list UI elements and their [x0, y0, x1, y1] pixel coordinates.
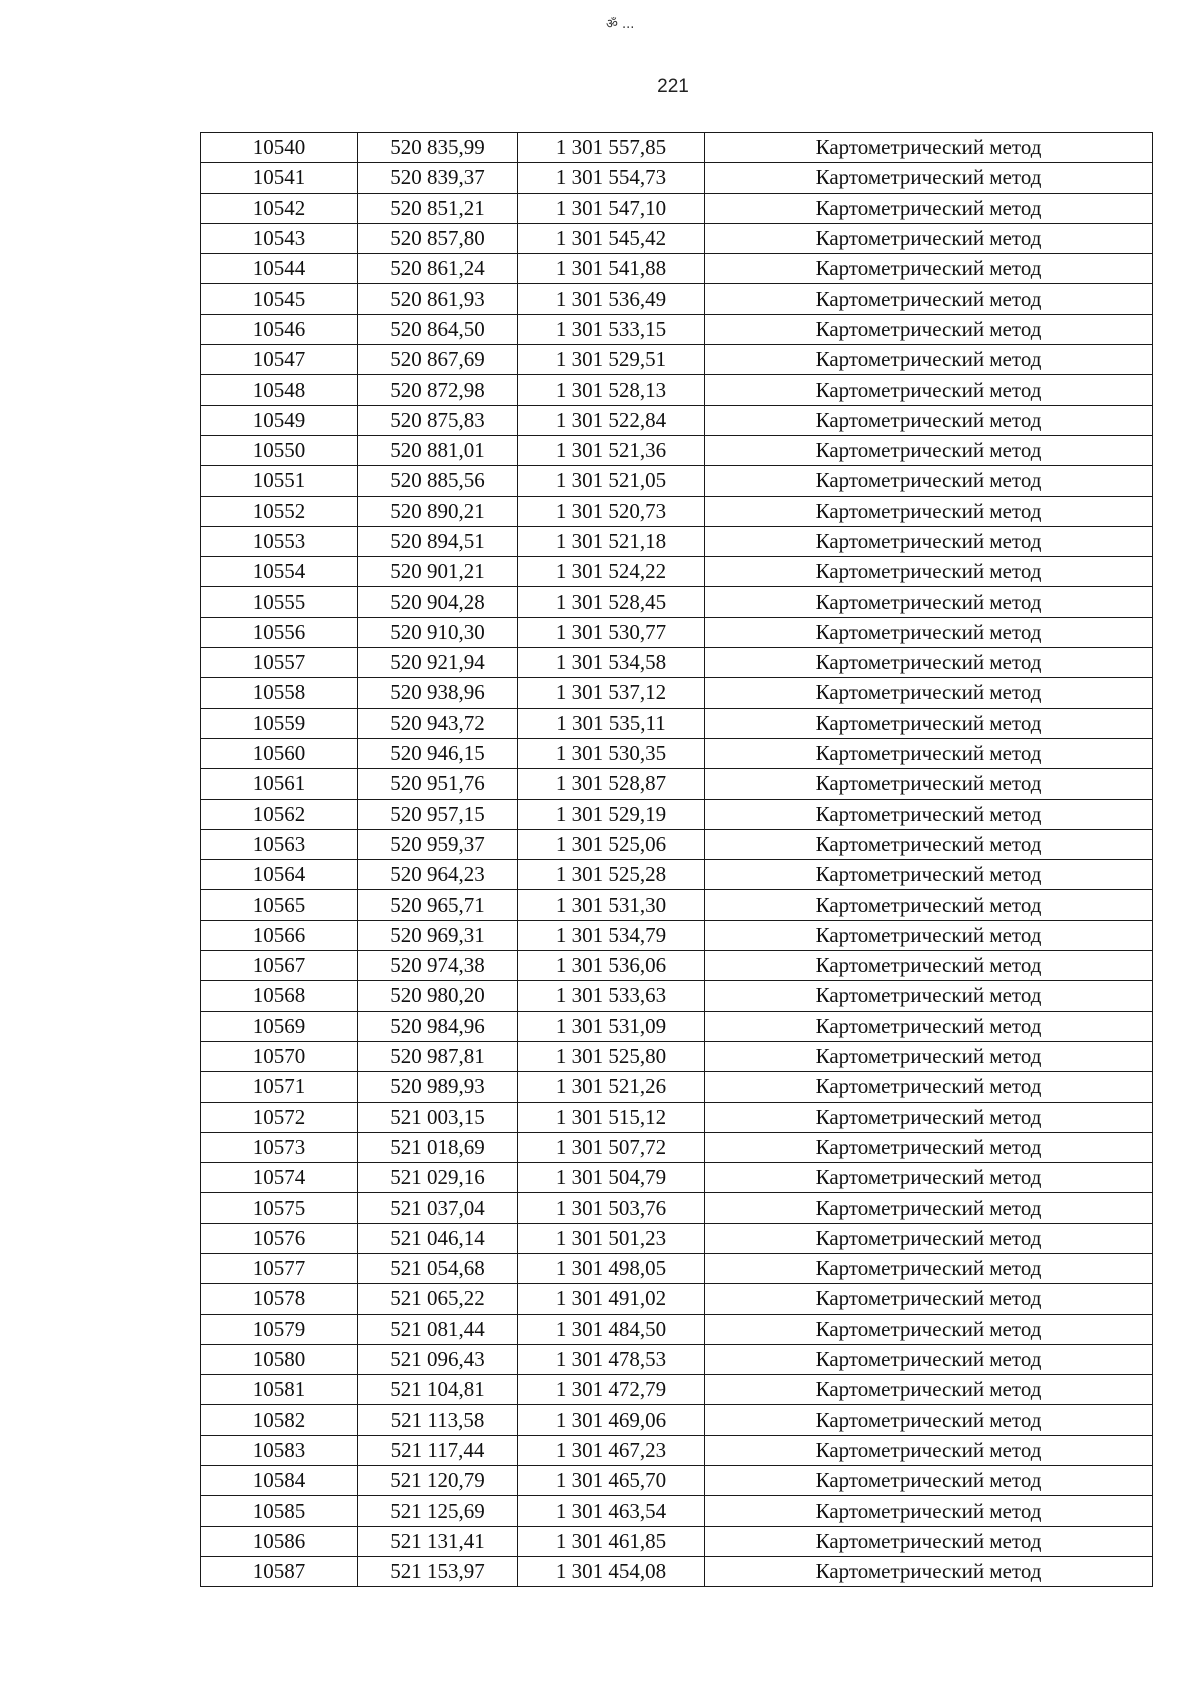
method-cell: Картометрический метод: [705, 1284, 1153, 1314]
method-cell: Картометрический метод: [705, 375, 1153, 405]
method-cell: Картометрический метод: [705, 920, 1153, 950]
point-number-cell: 10565: [201, 890, 358, 920]
y-coordinate-cell: 1 301 530,77: [518, 617, 705, 647]
point-number-cell: 10586: [201, 1526, 358, 1556]
point-number-cell: 10579: [201, 1314, 358, 1344]
table-row: [201, 981, 1153, 1011]
y-coordinate-cell: 1 301 529,51: [518, 345, 705, 375]
table-row: [201, 193, 1153, 223]
table-row: [201, 133, 1153, 163]
method-cell: Картометрический метод: [705, 1253, 1153, 1283]
point-number-cell: 10564: [201, 860, 358, 890]
point-number-cell: 10545: [201, 284, 358, 314]
scan-artifact-mark: ॐ ...: [606, 17, 635, 32]
point-number-cell: 10555: [201, 587, 358, 617]
x-coordinate-cell: 520 938,96: [358, 678, 518, 708]
table-row: [201, 1375, 1153, 1405]
table-row: [201, 1102, 1153, 1132]
table-row: [201, 496, 1153, 526]
y-coordinate-cell: 1 301 536,49: [518, 284, 705, 314]
y-coordinate-cell: 1 301 469,06: [518, 1405, 705, 1435]
y-coordinate-cell: 1 301 484,50: [518, 1314, 705, 1344]
x-coordinate-cell: 520 881,01: [358, 435, 518, 465]
point-number-cell: 10560: [201, 738, 358, 768]
table-row: [201, 1466, 1153, 1496]
point-number-cell: 10580: [201, 1344, 358, 1374]
y-coordinate-cell: 1 301 537,12: [518, 678, 705, 708]
y-coordinate-cell: 1 301 522,84: [518, 405, 705, 435]
method-cell: Картометрический метод: [705, 133, 1153, 163]
method-cell: Картометрический метод: [705, 1466, 1153, 1496]
y-coordinate-cell: 1 301 515,12: [518, 1102, 705, 1132]
y-coordinate-cell: 1 301 454,08: [518, 1556, 705, 1586]
method-cell: Картометрический метод: [705, 1526, 1153, 1556]
point-number-cell: 10559: [201, 708, 358, 738]
method-cell: Картометрический метод: [705, 1041, 1153, 1071]
point-number-cell: 10584: [201, 1466, 358, 1496]
coordinates-table-body: [201, 133, 1153, 1587]
x-coordinate-cell: 521 065,22: [358, 1284, 518, 1314]
x-coordinate-cell: 520 835,99: [358, 133, 518, 163]
point-number-cell: 10550: [201, 435, 358, 465]
method-cell: Картометрический метод: [705, 1011, 1153, 1041]
x-coordinate-cell: 521 037,04: [358, 1193, 518, 1223]
table-row: [201, 405, 1153, 435]
y-coordinate-cell: 1 301 531,30: [518, 890, 705, 920]
table-row: [201, 799, 1153, 829]
y-coordinate-cell: 1 301 521,26: [518, 1072, 705, 1102]
x-coordinate-cell: 521 054,68: [358, 1253, 518, 1283]
table-row: [201, 557, 1153, 587]
y-coordinate-cell: 1 301 498,05: [518, 1253, 705, 1283]
x-coordinate-cell: 521 104,81: [358, 1375, 518, 1405]
point-number-cell: 10585: [201, 1496, 358, 1526]
x-coordinate-cell: 520 910,30: [358, 617, 518, 647]
method-cell: Картометрический метод: [705, 193, 1153, 223]
table-row: [201, 829, 1153, 859]
y-coordinate-cell: 1 301 504,79: [518, 1163, 705, 1193]
method-cell: Картометрический метод: [705, 314, 1153, 344]
table-row: [201, 163, 1153, 193]
point-number-cell: 10581: [201, 1375, 358, 1405]
y-coordinate-cell: 1 301 530,35: [518, 738, 705, 768]
method-cell: Картометрический метод: [705, 1435, 1153, 1465]
method-cell: Картометрический метод: [705, 466, 1153, 496]
point-number-cell: 10574: [201, 1163, 358, 1193]
y-coordinate-cell: 1 301 521,36: [518, 435, 705, 465]
x-coordinate-cell: 520 974,38: [358, 951, 518, 981]
point-number-cell: 10541: [201, 163, 358, 193]
y-coordinate-cell: 1 301 472,79: [518, 1375, 705, 1405]
method-cell: Картометрический метод: [705, 526, 1153, 556]
x-coordinate-cell: 521 003,15: [358, 1102, 518, 1132]
x-coordinate-cell: 521 096,43: [358, 1344, 518, 1374]
y-coordinate-cell: 1 301 521,05: [518, 466, 705, 496]
point-number-cell: 10563: [201, 829, 358, 859]
point-number-cell: 10571: [201, 1072, 358, 1102]
point-number-cell: 10570: [201, 1041, 358, 1071]
point-number-cell: 10553: [201, 526, 358, 556]
table-row: [201, 1344, 1153, 1374]
x-coordinate-cell: 520 951,76: [358, 769, 518, 799]
x-coordinate-cell: 521 153,97: [358, 1556, 518, 1586]
y-coordinate-cell: 1 301 541,88: [518, 254, 705, 284]
table-row: [201, 951, 1153, 981]
point-number-cell: 10558: [201, 678, 358, 708]
x-coordinate-cell: 520 984,96: [358, 1011, 518, 1041]
point-number-cell: 10575: [201, 1193, 358, 1223]
table-row: [201, 314, 1153, 344]
point-number-cell: 10572: [201, 1102, 358, 1132]
x-coordinate-cell: 521 117,44: [358, 1435, 518, 1465]
method-cell: Картометрический метод: [705, 1132, 1153, 1162]
table-row: [201, 678, 1153, 708]
y-coordinate-cell: 1 301 536,06: [518, 951, 705, 981]
y-coordinate-cell: 1 301 491,02: [518, 1284, 705, 1314]
point-number-cell: 10540: [201, 133, 358, 163]
x-coordinate-cell: 521 125,69: [358, 1496, 518, 1526]
table-row: [201, 1284, 1153, 1314]
x-coordinate-cell: 520 864,50: [358, 314, 518, 344]
point-number-cell: 10583: [201, 1435, 358, 1465]
table-row: [201, 466, 1153, 496]
table-row: [201, 1405, 1153, 1435]
x-coordinate-cell: 520 901,21: [358, 557, 518, 587]
table-row: [201, 587, 1153, 617]
method-cell: Картометрический метод: [705, 617, 1153, 647]
point-number-cell: 10573: [201, 1132, 358, 1162]
x-coordinate-cell: 520 872,98: [358, 375, 518, 405]
method-cell: Картометрический метод: [705, 678, 1153, 708]
method-cell: Картометрический метод: [705, 769, 1153, 799]
x-coordinate-cell: 520 980,20: [358, 981, 518, 1011]
table-row: [201, 1072, 1153, 1102]
point-number-cell: 10587: [201, 1556, 358, 1586]
x-coordinate-cell: 520 921,94: [358, 648, 518, 678]
y-coordinate-cell: 1 301 535,11: [518, 708, 705, 738]
method-cell: Картометрический метод: [705, 435, 1153, 465]
method-cell: Картометрический метод: [705, 1344, 1153, 1374]
y-coordinate-cell: 1 301 525,28: [518, 860, 705, 890]
method-cell: Картометрический метод: [705, 1223, 1153, 1253]
y-coordinate-cell: 1 301 534,58: [518, 648, 705, 678]
method-cell: Картометрический метод: [705, 890, 1153, 920]
y-coordinate-cell: 1 301 525,06: [518, 829, 705, 859]
method-cell: Картометрический метод: [705, 951, 1153, 981]
x-coordinate-cell: 520 890,21: [358, 496, 518, 526]
table-row: [201, 1314, 1153, 1344]
y-coordinate-cell: 1 301 531,09: [518, 1011, 705, 1041]
y-coordinate-cell: 1 301 545,42: [518, 223, 705, 253]
y-coordinate-cell: 1 301 557,85: [518, 133, 705, 163]
point-number-cell: 10557: [201, 648, 358, 678]
y-coordinate-cell: 1 301 478,53: [518, 1344, 705, 1374]
table-row: [201, 284, 1153, 314]
x-coordinate-cell: 520 959,37: [358, 829, 518, 859]
point-number-cell: 10543: [201, 223, 358, 253]
x-coordinate-cell: 520 861,24: [358, 254, 518, 284]
table-row: [201, 1223, 1153, 1253]
x-coordinate-cell: 521 046,14: [358, 1223, 518, 1253]
method-cell: Картометрический метод: [705, 860, 1153, 890]
table-row: [201, 1253, 1153, 1283]
method-cell: Картометрический метод: [705, 1556, 1153, 1586]
table-row: [201, 526, 1153, 556]
page-number: 221: [657, 76, 689, 97]
y-coordinate-cell: 1 301 465,70: [518, 1466, 705, 1496]
table-row: [201, 435, 1153, 465]
y-coordinate-cell: 1 301 507,72: [518, 1132, 705, 1162]
x-coordinate-cell: 520 946,15: [358, 738, 518, 768]
y-coordinate-cell: 1 301 525,80: [518, 1041, 705, 1071]
x-coordinate-cell: 520 857,80: [358, 223, 518, 253]
table-row: [201, 890, 1153, 920]
method-cell: Картометрический метод: [705, 223, 1153, 253]
x-coordinate-cell: 520 894,51: [358, 526, 518, 556]
method-cell: Картометрический метод: [705, 587, 1153, 617]
point-number-cell: 10576: [201, 1223, 358, 1253]
method-cell: Картометрический метод: [705, 648, 1153, 678]
x-coordinate-cell: 520 964,23: [358, 860, 518, 890]
method-cell: Картометрический метод: [705, 557, 1153, 587]
method-cell: Картометрический метод: [705, 1314, 1153, 1344]
point-number-cell: 10552: [201, 496, 358, 526]
y-coordinate-cell: 1 301 521,18: [518, 526, 705, 556]
table-row: [201, 617, 1153, 647]
x-coordinate-cell: 520 957,15: [358, 799, 518, 829]
method-cell: Картометрический метод: [705, 284, 1153, 314]
point-number-cell: 10562: [201, 799, 358, 829]
table-row: [201, 223, 1153, 253]
x-coordinate-cell: 520 861,93: [358, 284, 518, 314]
point-number-cell: 10547: [201, 345, 358, 375]
y-coordinate-cell: 1 301 533,63: [518, 981, 705, 1011]
y-coordinate-cell: 1 301 503,76: [518, 1193, 705, 1223]
x-coordinate-cell: 521 131,41: [358, 1526, 518, 1556]
table-row: [201, 1163, 1153, 1193]
point-number-cell: 10546: [201, 314, 358, 344]
method-cell: Картометрический метод: [705, 496, 1153, 526]
x-coordinate-cell: 520 904,28: [358, 587, 518, 617]
method-cell: Картометрический метод: [705, 254, 1153, 284]
method-cell: Картометрический метод: [705, 163, 1153, 193]
table-row: [201, 254, 1153, 284]
x-coordinate-cell: 520 867,69: [358, 345, 518, 375]
y-coordinate-cell: 1 301 501,23: [518, 1223, 705, 1253]
x-coordinate-cell: 521 081,44: [358, 1314, 518, 1344]
table-row: [201, 345, 1153, 375]
x-coordinate-cell: 520 989,93: [358, 1072, 518, 1102]
table-row: [201, 1496, 1153, 1526]
point-number-cell: 10567: [201, 951, 358, 981]
point-number-cell: 10577: [201, 1253, 358, 1283]
point-number-cell: 10578: [201, 1284, 358, 1314]
table-row: [201, 1011, 1153, 1041]
point-number-cell: 10566: [201, 920, 358, 950]
table-row: [201, 1132, 1153, 1162]
method-cell: Картометрический метод: [705, 1102, 1153, 1132]
method-cell: Картометрический метод: [705, 981, 1153, 1011]
method-cell: Картометрический метод: [705, 799, 1153, 829]
table-row: [201, 1041, 1153, 1071]
y-coordinate-cell: 1 301 529,19: [518, 799, 705, 829]
x-coordinate-cell: 520 943,72: [358, 708, 518, 738]
x-coordinate-cell: 520 987,81: [358, 1041, 518, 1071]
table-row: [201, 1193, 1153, 1223]
x-coordinate-cell: 520 969,31: [358, 920, 518, 950]
method-cell: Картометрический метод: [705, 1163, 1153, 1193]
x-coordinate-cell: 520 965,71: [358, 890, 518, 920]
method-cell: Картометрический метод: [705, 829, 1153, 859]
point-number-cell: 10548: [201, 375, 358, 405]
y-coordinate-cell: 1 301 528,87: [518, 769, 705, 799]
method-cell: Картометрический метод: [705, 1072, 1153, 1102]
table-row: [201, 860, 1153, 890]
y-coordinate-cell: 1 301 463,54: [518, 1496, 705, 1526]
point-number-cell: 10556: [201, 617, 358, 647]
x-coordinate-cell: 520 839,37: [358, 163, 518, 193]
y-coordinate-cell: 1 301 554,73: [518, 163, 705, 193]
y-coordinate-cell: 1 301 547,10: [518, 193, 705, 223]
y-coordinate-cell: 1 301 533,15: [518, 314, 705, 344]
x-coordinate-cell: 520 875,83: [358, 405, 518, 435]
method-cell: Картометрический метод: [705, 1405, 1153, 1435]
table-row: [201, 769, 1153, 799]
table-row: [201, 708, 1153, 738]
x-coordinate-cell: 521 120,79: [358, 1466, 518, 1496]
table-row: [201, 648, 1153, 678]
table-row: [201, 920, 1153, 950]
table-row: [201, 1556, 1153, 1586]
point-number-cell: 10569: [201, 1011, 358, 1041]
y-coordinate-cell: 1 301 528,13: [518, 375, 705, 405]
table-row: [201, 738, 1153, 768]
method-cell: Картометрический метод: [705, 1375, 1153, 1405]
method-cell: Картометрический метод: [705, 1496, 1153, 1526]
x-coordinate-cell: 521 018,69: [358, 1132, 518, 1162]
point-number-cell: 10561: [201, 769, 358, 799]
y-coordinate-cell: 1 301 528,45: [518, 587, 705, 617]
point-number-cell: 10549: [201, 405, 358, 435]
point-number-cell: 10568: [201, 981, 358, 1011]
method-cell: Картометрический метод: [705, 738, 1153, 768]
method-cell: Картометрический метод: [705, 708, 1153, 738]
point-number-cell: 10551: [201, 466, 358, 496]
x-coordinate-cell: 521 113,58: [358, 1405, 518, 1435]
x-coordinate-cell: 521 029,16: [358, 1163, 518, 1193]
y-coordinate-cell: 1 301 520,73: [518, 496, 705, 526]
method-cell: Картометрический метод: [705, 1193, 1153, 1223]
point-number-cell: 10554: [201, 557, 358, 587]
y-coordinate-cell: 1 301 524,22: [518, 557, 705, 587]
y-coordinate-cell: 1 301 461,85: [518, 1526, 705, 1556]
method-cell: Картометрический метод: [705, 345, 1153, 375]
table-row: [201, 1526, 1153, 1556]
y-coordinate-cell: 1 301 467,23: [518, 1435, 705, 1465]
x-coordinate-cell: 520 885,56: [358, 466, 518, 496]
point-number-cell: 10544: [201, 254, 358, 284]
table-row: [201, 375, 1153, 405]
y-coordinate-cell: 1 301 534,79: [518, 920, 705, 950]
point-number-cell: 10542: [201, 193, 358, 223]
coordinates-table: [200, 132, 1153, 1587]
table-row: [201, 1435, 1153, 1465]
point-number-cell: 10582: [201, 1405, 358, 1435]
x-coordinate-cell: 520 851,21: [358, 193, 518, 223]
method-cell: Картометрический метод: [705, 405, 1153, 435]
